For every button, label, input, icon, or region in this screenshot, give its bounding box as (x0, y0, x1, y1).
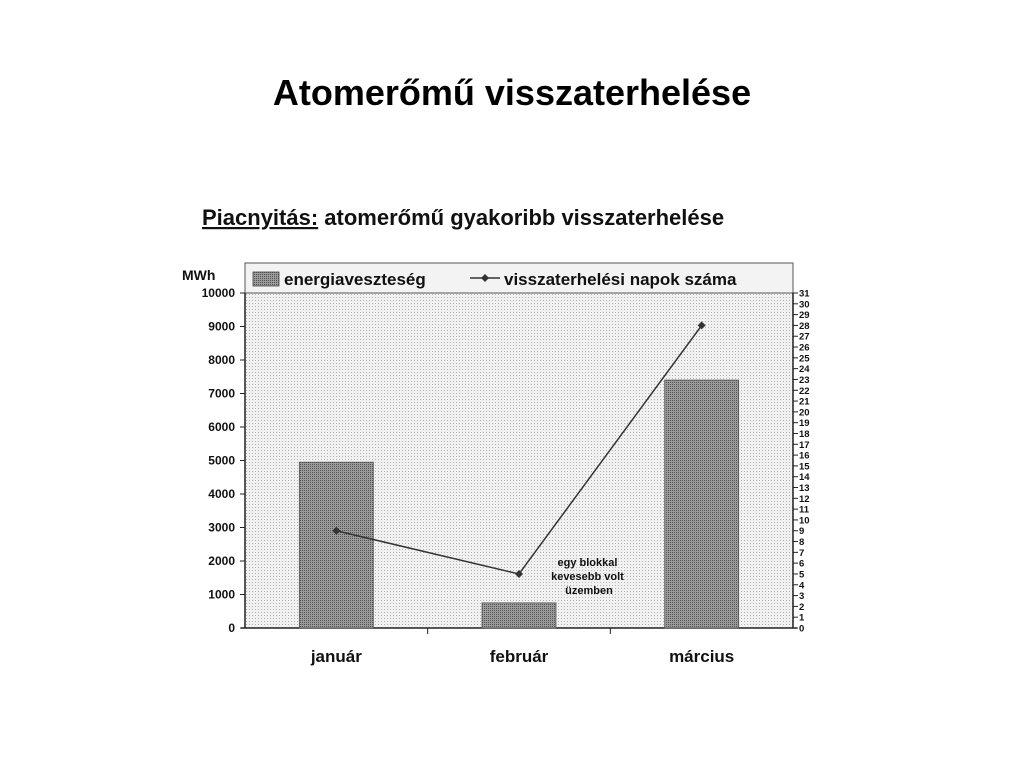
legend-line-label: visszaterhelési napok száma (504, 270, 737, 289)
y2-tick-label: 1 (799, 612, 805, 624)
x-tick-label: március (669, 647, 735, 666)
y2-tick-label: 26 (799, 342, 810, 354)
y-tick-label: 5000 (208, 453, 235, 468)
x-tick-label: január (310, 647, 362, 666)
y2-tick-label: 23 (799, 374, 810, 386)
y2-tick-label: 7 (799, 547, 805, 559)
chart-title-rest: atomerőmű gyakoribb visszaterhelése (318, 205, 725, 230)
chart-title-prefix: Piacnyitás: (202, 205, 319, 230)
y2-tick-label: 20 (799, 407, 810, 419)
y2-tick-label: 22 (799, 385, 810, 397)
y-tick-label: 2000 (208, 554, 235, 568)
x-tick-labels (310, 647, 734, 666)
y2-tick-label: 16 (799, 450, 810, 462)
bar-január (299, 462, 373, 628)
y2-tick-label: 21 (799, 396, 810, 408)
y2-tick-label: 18 (799, 428, 810, 440)
y2-tick-label: 30 (799, 299, 810, 311)
y-tick-label: 1000 (208, 587, 235, 602)
annotation-line-2: kevesebb volt (551, 571, 624, 583)
y2-tick-label: 6 (799, 558, 805, 570)
y2-tick-label: 19 (799, 418, 810, 430)
legend-bar-swatch (253, 272, 279, 286)
y-tick-label: 7000 (208, 386, 235, 401)
y2-tick-label: 2 (799, 601, 805, 613)
y2-tick-label: 5 (799, 569, 805, 581)
legend (245, 263, 793, 293)
y-tick-label: 3000 (208, 520, 235, 535)
y2-tick-label: 25 (799, 353, 810, 365)
y2-tick-label: 9 (799, 526, 805, 538)
y-tick-label: 6000 (208, 420, 235, 434)
x-tick-label: február (489, 647, 549, 666)
y2-tick-label: 15 (799, 461, 810, 473)
legend-bar-label: energiaveszteség (284, 270, 426, 289)
y-tick-label: 4000 (208, 487, 235, 501)
y2-tick-label: 14 (799, 472, 810, 484)
y2-tick-label: 13 (799, 483, 810, 495)
y-axis-label: MWh (182, 267, 216, 283)
y2-tick-label: 10 (799, 515, 810, 527)
bar-február (482, 603, 556, 628)
y2-tick-label: 3 (799, 591, 805, 603)
y-tick-label: 9000 (208, 319, 235, 334)
y2-tick-label: 0 (799, 623, 805, 635)
y-tick-label: 8000 (208, 353, 235, 367)
y2-tick-label: 27 (799, 331, 810, 343)
y2-tick-label: 8 (799, 537, 805, 549)
y2-tick-label: 28 (799, 320, 810, 332)
y-tick-label: 0 (228, 621, 235, 635)
slide-title: Atomerőmű visszaterhelése (272, 72, 752, 113)
y2-tick-label: 4 (799, 580, 805, 592)
y2-tick-label: 17 (799, 439, 810, 451)
y2-tick-label: 24 (799, 364, 810, 376)
annotation-line-3: üzemben (565, 585, 613, 597)
chart-title (202, 205, 724, 230)
bar-március (665, 380, 739, 628)
y2-tick-label: 11 (799, 504, 810, 516)
y2-tick-label: 29 (799, 310, 810, 322)
y2-tick-label: 31 (799, 288, 810, 300)
y2-tick-label: 12 (799, 493, 810, 505)
annotation-line-1: egy blokkal (557, 557, 618, 569)
y-tick-label: 10000 (201, 286, 235, 300)
